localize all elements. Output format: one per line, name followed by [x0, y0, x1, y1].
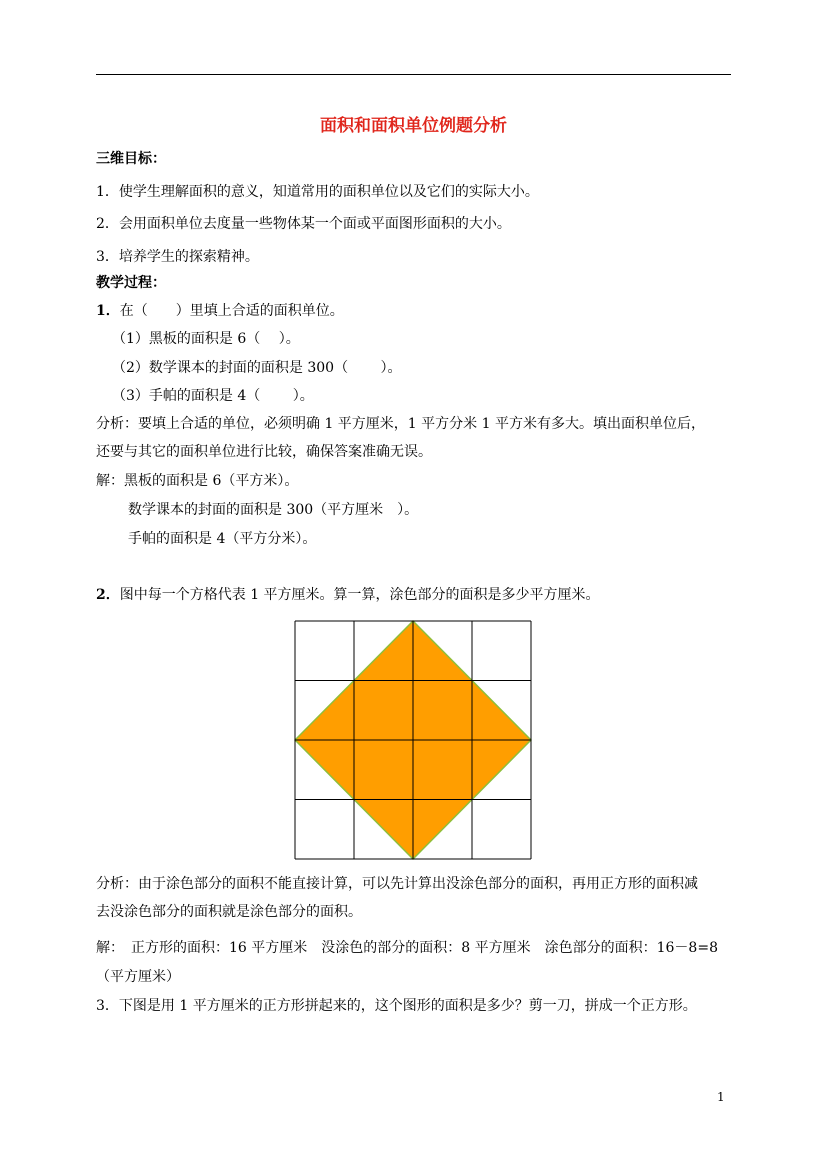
page-number: 1	[717, 1090, 725, 1104]
question-1-number: 1．	[96, 303, 120, 319]
question-1	[96, 303, 344, 319]
area-grid-figure	[294, 620, 532, 860]
question-1-item-2: （2）数学课本的封面的面积是 300（ ）。	[112, 360, 402, 376]
question-2	[96, 587, 600, 603]
goals-heading: 三维目标：	[96, 151, 166, 167]
question-1-item-1: （1）黑板的面积是 6（ ）。	[112, 331, 300, 347]
goal-item-2: 2．会用面积单位去度量一些物体某一个面或平面图形面积的大小。	[96, 216, 511, 232]
question-2-analysis-line-2: 去没涂色部分的面积就是涂色部分的面积。	[96, 904, 362, 920]
question-1-text: 在（ ）里填上合适的面积单位。	[119, 303, 344, 319]
question-1-analysis-line-1: 分析：要填上合适的单位，必须明确 1 平方厘米，1 平方分米 1 平方米有多大。填出面积单位后，	[96, 416, 705, 432]
question-2-text: 图中每一个方格代表 1 平方厘米。算一算，涂色部分的面积是多少平方厘米。	[119, 587, 600, 603]
question-1-solution-2: 数学课本的封面的面积是 300（平方厘米 ）。	[128, 502, 419, 518]
question-2-number: 2．	[96, 587, 120, 603]
header-rule	[96, 74, 731, 75]
question-3: 3．下图是用 1 平方厘米的正方形拼起来的，这个图形的面积是多少？剪一刀，拼成一个正方形。	[96, 998, 697, 1014]
question-2-solution-line-1: 解： 正方形的面积：16 平方厘米 没涂色的部分的面积：8 平方厘米 涂色部分的面积：16－8=8	[96, 940, 718, 956]
question-2-solution-line-2: （平方厘米）	[96, 969, 180, 985]
grid-lines	[295, 621, 531, 859]
question-1-analysis-line-2: 还要与其它的面积单位进行比较，确保答案准确无误。	[96, 444, 432, 460]
area-grid-svg	[294, 620, 532, 860]
question-1-item-3: （3）手帕的面积是 4（ ）。	[112, 388, 314, 404]
process-heading: 教学过程：	[96, 275, 166, 291]
goal-item-1: 1．使学生理解面积的意义，知道常用的面积单位以及它们的实际大小。	[96, 184, 539, 200]
question-1-solution-1: 解：黑板的面积是 6（平方米）。	[96, 473, 299, 489]
question-1-solution-3: 手帕的面积是 4（平方分米）。	[128, 531, 317, 547]
question-2-analysis-line-1: 分析：由于涂色部分的面积不能直接计算，可以先计算出没涂色部分的面积，再用正方形的面积减	[96, 876, 698, 892]
goal-item-3: 3．培养学生的探索精神。	[96, 249, 259, 265]
page-title: 面积和面积单位例题分析	[320, 116, 507, 136]
